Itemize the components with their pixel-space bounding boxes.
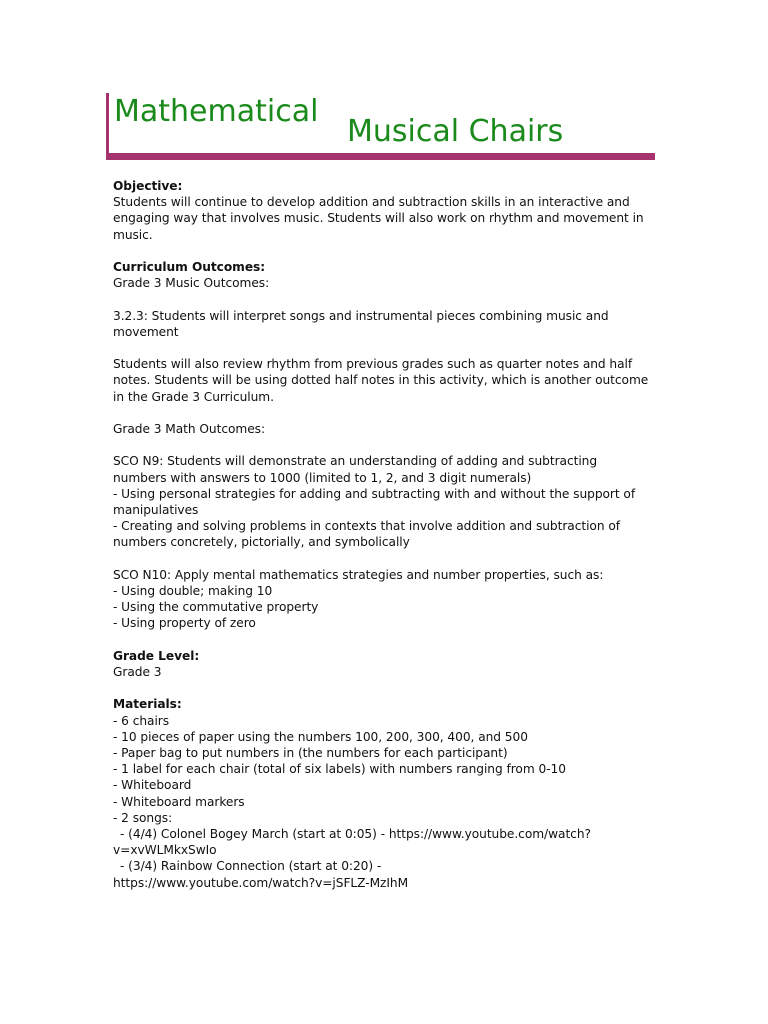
song-link: v=xvWLMkxSwIo — [113, 843, 217, 858]
math-outcomes-heading: Grade 3 Math Outcomes: — [113, 421, 265, 436]
title-part-2: Musical Chairs — [347, 114, 564, 149]
music-outcomes-heading: Grade 3 Music Outcomes: — [113, 276, 270, 291]
grade-level-value: Grade 3 — [113, 664, 162, 679]
spacer — [113, 437, 673, 453]
sco-n10-line: - Using property of zero — [113, 616, 256, 631]
materials-item: - Whiteboard — [113, 778, 192, 793]
objective-heading: Objective: — [113, 179, 183, 193]
spacer — [113, 291, 673, 307]
title-accent-vertical-bar — [106, 93, 109, 160]
spacer — [113, 340, 673, 356]
music-outcome-line: movement — [113, 324, 179, 339]
materials-item: - 6 chairs — [113, 713, 170, 728]
objective-line: engaging way that involves music. Students will also work on rhythm and movement in — [113, 211, 644, 226]
title-accent-underline-bar — [109, 153, 655, 160]
sco-n9-line: - Creating and solving problems in contexts that involve addition and subtraction of — [113, 519, 620, 534]
grade-level-heading: Grade Level: — [113, 648, 200, 663]
sco-n9-line: numbers with answers to 1000 (limited to 1, 2, and 3 digit numerals) — [113, 470, 532, 485]
music-outcome-line: 3.2.3: Students will interpret songs and instrumental pieces combining music and — [113, 308, 609, 323]
music-review-line: Students will also review rhythm from previous grades such as quarter notes and half — [113, 357, 633, 372]
song-line: - (3/4) Rainbow Connection (start at 0:20) - — [120, 859, 382, 874]
sco-n10-line: SCO N10: Apply mental mathematics strategies and number properties, such as: — [113, 567, 604, 582]
music-review-line: in the Grade 3 Curriculum. — [113, 389, 274, 404]
materials-heading: Materials: — [113, 697, 182, 712]
title-part-1: Mathematical — [114, 94, 319, 129]
sco-n10-line: - Using the commutative property — [113, 600, 319, 615]
spacer — [113, 680, 673, 696]
song-link: https://www.youtube.com/watch?v=jSFLZ-MzIhM — [113, 875, 409, 890]
spacer — [113, 632, 673, 648]
sco-n9-line: numbers concretely, pictorially, and symbolically — [113, 535, 410, 550]
objective-line: music. — [113, 227, 153, 242]
curriculum-heading: Curriculum Outcomes: — [113, 260, 266, 274]
spacer — [113, 243, 673, 259]
sco-n9-line: - Using personal strategies for adding and subtracting with and without the support of — [113, 486, 636, 501]
materials-item: - Paper bag to put numbers in (the numbers for each participant) — [113, 745, 508, 760]
materials-item: - 1 label for each chair (total of six labels) with numbers ranging from 0-10 — [113, 762, 566, 777]
materials-item: - 2 songs: — [113, 810, 173, 825]
materials-item: - 10 pieces of paper using the numbers 100, 200, 300, 400, and 500 — [113, 729, 528, 744]
spacer — [113, 405, 673, 421]
objective-line: Students will continue to develop addition and subtraction skills in an interactive and — [113, 195, 630, 210]
spacer — [113, 551, 673, 567]
song-line: - (4/4) Colonel Bogey March (start at 0:05) - https://www.youtube.com/watch? — [120, 827, 591, 841]
document-body — [113, 178, 673, 891]
materials-item: - Whiteboard markers — [113, 794, 245, 809]
sco-n9-line: manipulatives — [113, 502, 199, 517]
sco-n9-line: SCO N9: Students will demonstrate an understanding of adding and subtracting — [113, 454, 598, 469]
sco-n10-line: - Using double; making 10 — [113, 583, 273, 598]
music-review-line: notes. Students will be using dotted half notes in this activity, which is another outcome — [113, 373, 649, 388]
